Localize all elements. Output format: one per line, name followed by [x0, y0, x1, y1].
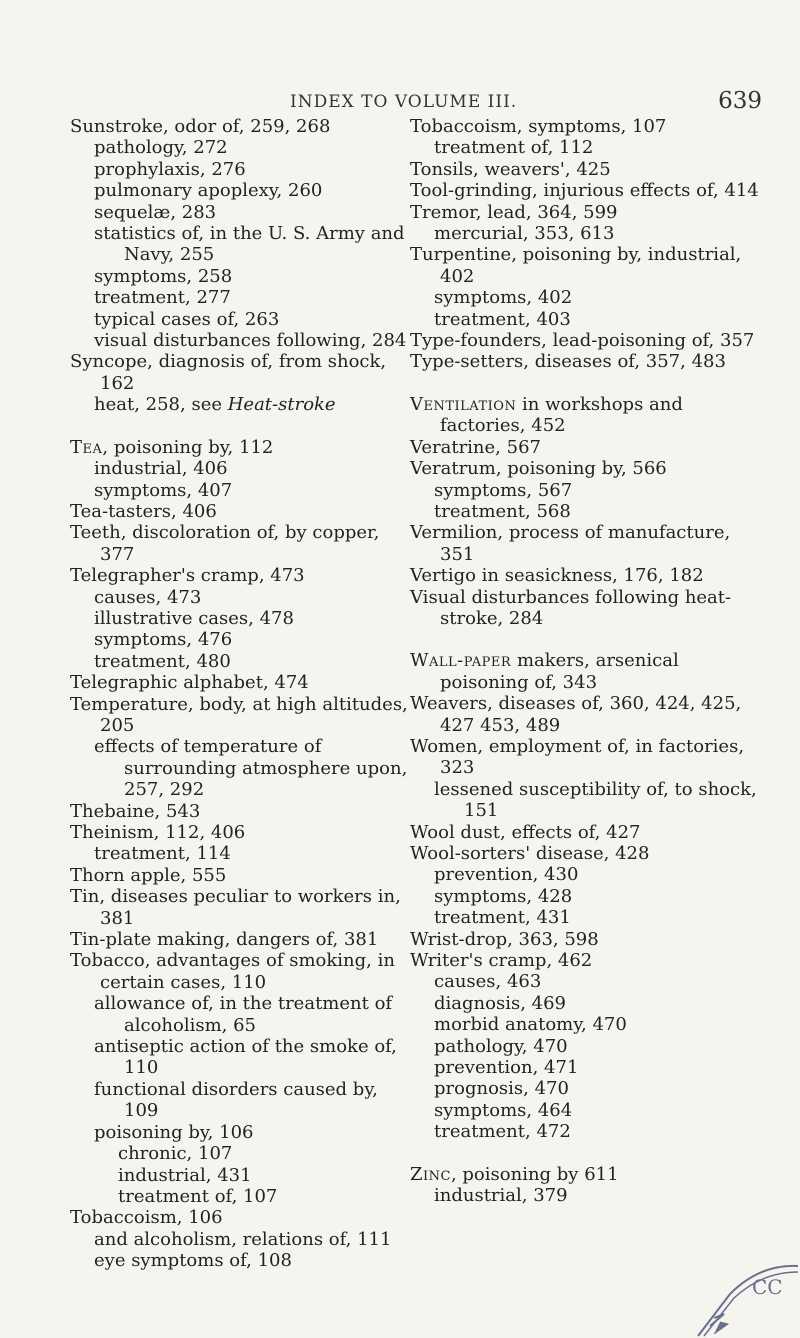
index-entry-text: symptoms, 464 — [434, 1099, 573, 1121]
index-entry-text: Thorn apple, 555 — [70, 864, 227, 886]
index-entry — [70, 202, 410, 223]
index-entry — [410, 843, 762, 864]
index-entry-text: visual disturbances following, 284 — [94, 330, 407, 352]
index-entry — [410, 1164, 762, 1185]
index-entry-text: symptoms, 567 — [434, 479, 573, 501]
index-entry-text: Theinism, 112, 406 — [70, 822, 246, 843]
index-entry — [410, 202, 762, 223]
index-entry-text: typical cases of, 263 — [94, 308, 280, 330]
index-entry — [70, 694, 410, 737]
index-entry — [70, 608, 410, 629]
index-entry-text: mercurial, 353, 613 — [434, 223, 615, 245]
index-entry-text: treatment, 568 — [434, 500, 571, 522]
index-entry — [410, 116, 762, 137]
index-entry-text: prognosis, 470 — [434, 1078, 569, 1100]
index-entry — [70, 629, 410, 650]
index-entry-text: prevention, 471 — [434, 1057, 579, 1079]
index-entry — [410, 309, 762, 330]
index-entry-text: Tobaccoism, 106 — [70, 1207, 223, 1229]
index-entry-text: prophylaxis, 276 — [94, 158, 246, 180]
index-entry — [70, 993, 410, 1036]
index-entry-text: Telegraphic alphabet, 474 — [70, 672, 309, 694]
library-stamp-icon — [690, 1258, 800, 1338]
index-entry — [410, 159, 762, 180]
index-entry-text: and alcoholism, relations of, 111 — [94, 1228, 392, 1250]
index-entry-text: morbid anatomy, 470 — [434, 1014, 627, 1036]
index-entry — [410, 522, 762, 565]
index-entry-text: causes, 473 — [94, 586, 202, 608]
index-entry — [70, 1165, 410, 1186]
index-entry — [410, 287, 762, 308]
index-entry — [410, 1014, 762, 1035]
index-entry — [410, 480, 762, 501]
section-gap — [410, 1143, 762, 1164]
index-entry — [70, 1229, 410, 1250]
index-entry — [70, 865, 410, 886]
index-entry-text: , poisoning by, 112 — [102, 436, 274, 458]
index-entry-text: statistics of, in the U. S. Army and Navy, 255 — [94, 223, 405, 266]
index-entry — [70, 1207, 410, 1228]
index-entry-text: Telegrapher's cramp, 473 — [70, 565, 305, 587]
index-entry — [70, 394, 410, 415]
index-entry-text: Sunstroke, odor of, 259, 268 — [70, 116, 331, 137]
running-head: INDEX TO VOLUME III. — [290, 92, 518, 112]
index-entry — [410, 587, 762, 630]
index-entry-text: Tool-grinding, injurious effects of, 414 — [410, 180, 759, 202]
index-entry — [70, 522, 410, 565]
index-entry-text: Tobaccoism, symptoms, 107 — [410, 116, 667, 137]
index-entry-text: Weavers, diseases of, 360, 424, 425, 427 453, 489 — [410, 693, 742, 736]
index-entry-text: industrial, 431 — [118, 1164, 252, 1186]
index-entry-text: pathology, 272 — [94, 137, 228, 159]
section-letter-heading: Tea — [70, 436, 103, 458]
index-entry-text: effects of temperature of surrounding atmosphere upon, 257, 292 — [94, 736, 408, 801]
index-entry-text: Thebaine, 543 — [70, 800, 201, 822]
index-entry-text: Veratrum, poisoning by, 566 — [410, 458, 667, 480]
index-entry-text: makers, arsenical poisoning of, 343 — [440, 650, 679, 693]
index-entry — [70, 587, 410, 608]
index-entry-text: Tobacco, advantages of smoking, in certain cases, 110 — [70, 950, 395, 993]
index-entry — [410, 950, 762, 971]
index-entry-text: Visual disturbances following heat-stroke, 284 — [410, 586, 732, 629]
index-entry-text: pathology, 470 — [434, 1035, 568, 1057]
index-entry — [410, 1036, 762, 1057]
index-entry-text: Tonsils, weavers', 425 — [410, 158, 611, 180]
index-entry — [70, 351, 410, 394]
stamp-text: CC — [752, 1275, 783, 1299]
index-entry — [410, 1185, 762, 1206]
index-entry — [410, 864, 762, 885]
index-entry-text: Tea-tasters, 406 — [70, 500, 217, 522]
index-entry — [70, 287, 410, 308]
index-entry — [70, 501, 410, 522]
index-entry-text: Temperature, body, at high altitudes, 205 — [70, 693, 408, 736]
index-entry-text: Vertigo in seasickness, 176, 182 — [410, 565, 704, 587]
index-entry — [410, 1121, 762, 1142]
index-entry — [410, 1100, 762, 1121]
index-entry — [410, 886, 762, 907]
index-entry — [410, 929, 762, 950]
index-entry-text: symptoms, 402 — [434, 287, 573, 309]
index-entry — [410, 736, 762, 779]
index-entry — [410, 779, 762, 822]
index-entry — [410, 501, 762, 522]
index-entry-text: lessened susceptibility of, to shock, 151 — [434, 778, 757, 822]
index-entry — [410, 351, 762, 372]
index-entry — [70, 159, 410, 180]
index-entry — [410, 822, 762, 843]
index-entry-text: in workshops and factories, 452 — [440, 393, 683, 437]
index-entry — [70, 1250, 410, 1271]
section-gap — [410, 629, 762, 650]
section-gap — [70, 416, 410, 437]
index-entry-text: pulmonary apoplexy, 260 — [94, 180, 323, 202]
index-entry-text: Tremor, lead, 364, 599 — [410, 201, 618, 223]
index-entry-text: industrial, 406 — [94, 458, 228, 480]
section-gap — [410, 373, 762, 394]
index-entry-text: treatment, 114 — [94, 843, 231, 865]
index-entry — [410, 223, 762, 244]
index-entry-text: Teeth, discoloration of, by copper, 377 — [70, 522, 380, 565]
index-entry — [70, 929, 410, 950]
index-entry — [410, 180, 762, 201]
index-entry — [70, 480, 410, 501]
index-entry-text: antiseptic action of the smoke of, 110 — [94, 1036, 397, 1079]
index-entry-text: treatment, 472 — [434, 1121, 571, 1143]
index-entry — [410, 650, 762, 693]
index-entry-text: Tin, diseases peculiar to workers in, 381 — [70, 886, 401, 929]
page-number: 639 — [718, 88, 762, 114]
index-entry — [70, 843, 410, 864]
index-entry-text: Wool-sorters' disease, 428 — [410, 843, 650, 864]
section-letter-heading: Wall-paper — [410, 650, 512, 672]
index-entry — [410, 394, 762, 437]
index-entry-text: treatment, 431 — [434, 907, 571, 929]
index-entry-text: allowance of, in the treatment of alcoholism, 65 — [94, 993, 393, 1036]
index-entry — [70, 565, 410, 586]
index-entry — [70, 672, 410, 693]
index-entry-text: chronic, 107 — [118, 1143, 233, 1165]
index-entry-text: Type-setters, diseases of, 357, 483 — [410, 351, 726, 373]
index-entry-text: industrial, 379 — [434, 1185, 568, 1207]
index-entry — [70, 950, 410, 993]
index-entry-text: causes, 463 — [434, 971, 542, 993]
index-entry-text: treatment, 277 — [94, 287, 231, 309]
index-entry-text: Type-founders, lead-poisoning of, 357 — [410, 330, 755, 352]
index-entry-text: sequelæ, 283 — [94, 201, 217, 223]
index-entry — [410, 1057, 762, 1078]
index-entry-text: heat, 258, see — [94, 394, 228, 416]
index-entry — [70, 266, 410, 287]
index-entry — [70, 886, 410, 929]
index-column-right — [410, 116, 762, 1207]
index-entry — [70, 1186, 410, 1207]
index-entry — [70, 309, 410, 330]
index-entry — [410, 137, 762, 158]
index-entry-text: symptoms, 407 — [94, 479, 233, 501]
index-entry — [70, 822, 410, 843]
index-entry-text: eye symptoms of, 108 — [94, 1250, 292, 1272]
index-entry — [410, 458, 762, 479]
index-entry-text: symptoms, 428 — [434, 885, 573, 907]
index-entry-text: poisoning by, 106 — [94, 1121, 254, 1143]
index-entry — [410, 565, 762, 586]
index-entry — [410, 1078, 762, 1099]
section-letter-heading: Ventilation — [410, 393, 517, 415]
index-column-left — [70, 116, 410, 1272]
index-entry — [70, 458, 410, 479]
index-entry — [410, 437, 762, 458]
index-entry — [410, 244, 762, 287]
index-entry — [70, 1143, 410, 1164]
index-entry — [410, 971, 762, 992]
index-entry-text: Wrist-drop, 363, 598 — [410, 928, 599, 950]
index-entry-text: Tin-plate making, dangers of, 381 — [70, 929, 379, 951]
index-entry-text: functional disorders caused by, 109 — [94, 1078, 378, 1122]
index-entry — [410, 993, 762, 1014]
index-entry — [70, 137, 410, 158]
cross-reference: Heat-stroke — [227, 394, 336, 416]
index-entry — [70, 801, 410, 822]
index-entry-text: treatment, 403 — [434, 308, 571, 330]
index-entry-text: Turpentine, poisoning by, industrial, 402 — [410, 244, 742, 287]
index-entry-text: treatment, 480 — [94, 650, 231, 672]
index-entry-text: Syncope, diagnosis of, from shock, 162 — [70, 351, 387, 394]
index-entry-text: Wool dust, effects of, 427 — [410, 821, 641, 843]
index-entry-text: symptoms, 476 — [94, 629, 233, 651]
index-entry — [70, 651, 410, 672]
index-entry — [410, 693, 762, 736]
index-entry-text: , poisoning by 611 — [450, 1163, 619, 1185]
index-entry-text: diagnosis, 469 — [434, 992, 566, 1014]
index-entry-text: illustrative cases, 478 — [94, 607, 294, 629]
index-entry — [70, 1079, 410, 1122]
index-entry — [70, 330, 410, 351]
index-entry — [70, 223, 410, 266]
index-entry — [70, 1036, 410, 1079]
index-entry — [70, 1122, 410, 1143]
index-entry-text: treatment of, 112 — [434, 137, 594, 159]
section-letter-heading: Zinc — [410, 1163, 451, 1185]
index-entry-text: Women, employment of, in factories, 323 — [410, 735, 745, 779]
index-entry — [70, 736, 410, 800]
index-entry — [70, 437, 410, 458]
index-entry — [410, 330, 762, 351]
index-entry-text: Writer's cramp, 462 — [410, 950, 593, 972]
index-entry-text: symptoms, 258 — [94, 265, 233, 287]
index-entry-text: prevention, 430 — [434, 864, 579, 886]
index-entry-text: Vermilion, process of manufacture, 351 — [410, 522, 731, 565]
index-entry — [410, 907, 762, 928]
index-entry-text: Veratrine, 567 — [410, 436, 541, 458]
index-entry — [70, 180, 410, 201]
index-entry-text: treatment of, 107 — [118, 1185, 278, 1207]
index-entry — [70, 116, 410, 137]
